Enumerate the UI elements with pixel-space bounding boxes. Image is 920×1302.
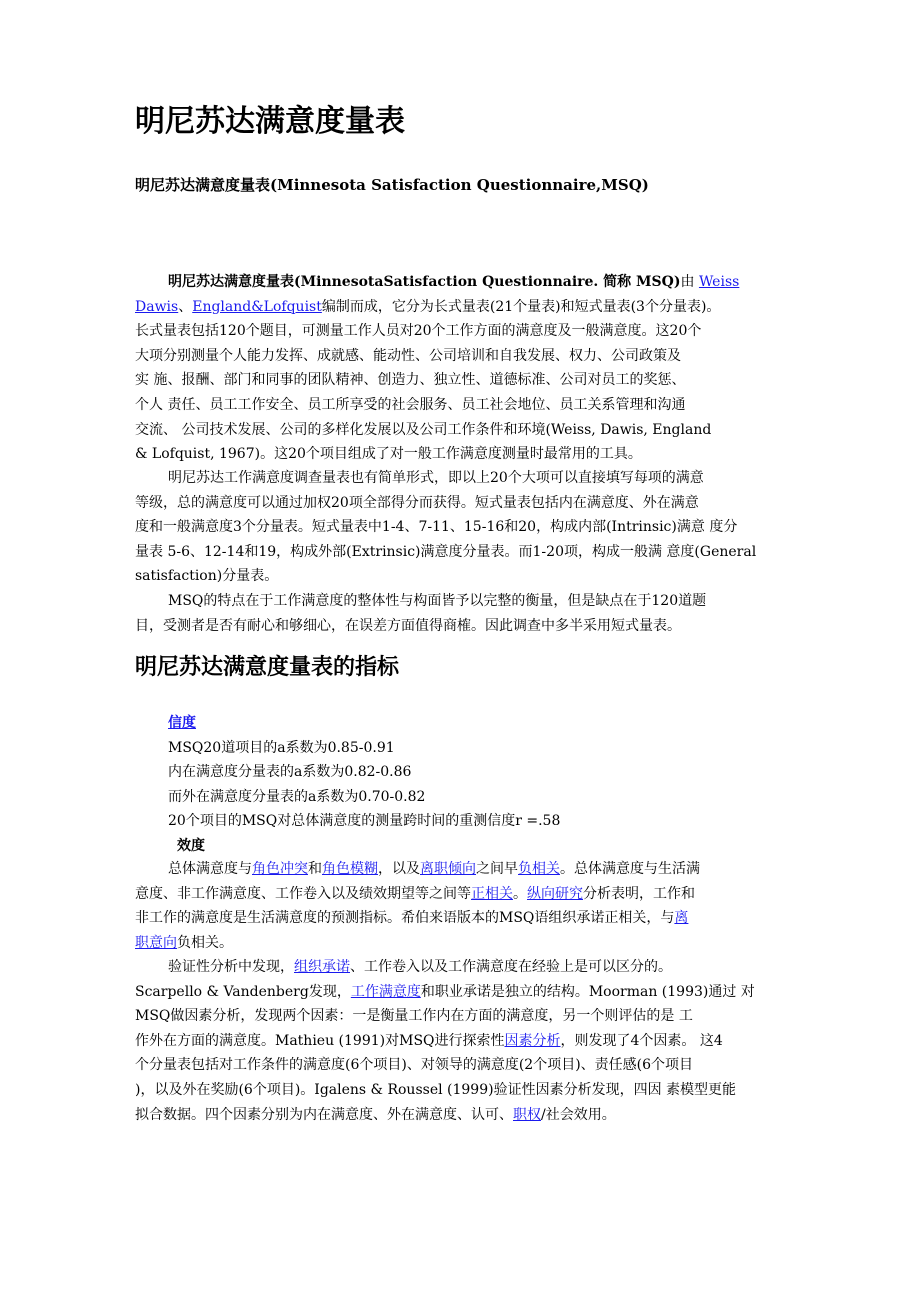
text-fragment: 、 <box>178 298 193 315</box>
text-line <box>135 270 790 295</box>
text-fragment: 之间早 <box>476 861 518 877</box>
text-line <box>135 1103 790 1128</box>
role-ambiguity-link[interactable]: 角色模糊 <box>322 861 378 877</box>
list-item: 20个项目的MSQ对总体满意度的测量跨时间的重测信度r =.58 <box>168 813 561 829</box>
text-line: MSQ的特点在于工作满意度的整体性与构面皆予以完整的衡量，但是缺点在于120道题 <box>168 593 707 609</box>
factor-analysis-link[interactable]: 因素分析 <box>504 1032 561 1049</box>
text-line <box>135 1029 790 1054</box>
text-line: )，以及外在奖励(6个项目)。Igalens & Roussel (1999)验证性因素分析发现，四因 素模型更能 <box>135 1081 737 1098</box>
text-line: 量表 5-6、12-14和19，构成外部(Extrinsic)满意度分量表。而1-20项，构成一般满 意度(General <box>135 543 757 560</box>
text-fragment: Scarpello & Vandenberg发现， <box>135 983 351 1000</box>
text-fragment: 意度、非工作满意度、工作卷入以及绩效期望等之间等 <box>135 885 471 902</box>
authority-link[interactable]: 职权 <box>513 1106 541 1123</box>
text-fragment: ，以及 <box>378 861 420 877</box>
text-fragment: 和 <box>308 861 322 877</box>
text-fragment: 分析表明，工作和 <box>583 885 695 902</box>
page-subtitle: 明尼苏达满意度量表(Minnesota Satisfaction Questionnaire,MSQ) <box>135 176 649 194</box>
msq-bold-name: 明尼苏达满意度量表(MinnesotaSatisfaction Questionnaire. 简称 MSQ) <box>168 274 681 290</box>
text-fragment: 负相关。 <box>177 934 233 951</box>
reliability-heading <box>168 711 560 736</box>
list-item: MSQ20道项目的a系数为0.85-0.91 <box>168 739 395 756</box>
positive-correlation-link[interactable]: 正相关 <box>471 885 513 902</box>
dawis-link[interactable]: Dawis <box>135 298 179 315</box>
text-line: 等级，总的满意度可以通过加权20项全部得分而获得。短式量表包括内在满意度、外在满意 <box>135 494 699 511</box>
text-fragment: 。 <box>513 885 527 902</box>
text-line: 目，受测者是否有耐心和够细心，在误差方面值得商榷。因此调查中多半采用短式量表。 <box>135 617 681 634</box>
text-fragment: 编制而成，它分为长式量表(21个量表)和短式量表(3个分量表)。 <box>321 298 721 315</box>
text-fragment: 由 <box>680 274 699 290</box>
text-line: 个分量表包括对工作条件的满意度(6个项目)、对领导的满意度(2个项目)、责任感(6个项目 <box>135 1057 694 1074</box>
list-item: 内在满意度分量表的a系数为0.82-0.86 <box>168 764 412 780</box>
text-line: & Lofquist, 1967)。这20个项目组成了对一般工作满意度测量时最常用的工具。 <box>135 446 642 463</box>
england-lofquist-link[interactable]: England&Lofquist <box>192 298 322 315</box>
turnover-intent-link-cont[interactable]: 职意向 <box>135 934 177 951</box>
validity-paragraph-1 <box>135 857 790 955</box>
text-fragment: ，则发现了4个因素。 这4 <box>560 1032 723 1049</box>
intro-paragraph-2 <box>135 466 790 589</box>
text-line <box>135 857 790 882</box>
text-line: 度和一般满意度3个分量表。短式量表中1-4、7-11、15-16和20，构成内部(Intrinsic)满意 度分 <box>135 519 738 536</box>
text-line: satisfaction)分量表。 <box>135 568 279 585</box>
longitudinal-study-link[interactable]: 纵向研究 <box>527 885 583 902</box>
text-line: MSQ做因素分析，发现两个因素：一是衡量工作内在方面的满意度，另一个则评估的是 工 <box>135 1008 693 1025</box>
validity-heading: 效度 <box>177 837 205 854</box>
org-commitment-link[interactable]: 组织承诺 <box>294 959 350 975</box>
turnover-intent-link[interactable]: 离 <box>674 910 689 927</box>
validity-paragraph-2 <box>135 955 790 1127</box>
text-fragment: 和职业承诺是独立的结构。Moorman (1993)通过 对 <box>420 983 755 1000</box>
text-line <box>135 955 790 980</box>
reliability-link[interactable]: 信度 <box>168 715 196 731</box>
text-line <box>135 980 790 1005</box>
weiss-link[interactable]: Weiss <box>698 274 740 290</box>
intro-paragraph-1 <box>135 270 790 467</box>
text-line <box>135 906 790 931</box>
turnover-intention-link[interactable]: 离职倾向 <box>420 861 476 877</box>
reliability-list <box>168 711 560 858</box>
intro-paragraph-3 <box>135 589 790 638</box>
text-line: 明尼苏达工作满意度调查量表也有简单形式，即以上20个大项可以直接填写每项的满意 <box>168 470 704 486</box>
text-fragment: 、工作卷入以及工作满意度在经验上是可以区分的。 <box>350 959 672 975</box>
text-line: 个人 责任、员工工作安全、员工所享受的社会服务、员工社会地位、员工关系管理和沟通 <box>135 396 686 413</box>
text-fragment: 总体满意度与 <box>168 861 252 877</box>
negative-correlation-link[interactable]: 负相关 <box>518 861 560 877</box>
text-line <box>135 931 790 956</box>
text-fragment: 。总体满意度与生活满 <box>560 861 700 877</box>
text-fragment: 非工作的满意度是生活满意度的预测指标。希伯来语版本的MSQ语组织承诺正相关，与 <box>135 910 675 927</box>
text-fragment: 拟合数据。四个因素分别为内在满意度、外在满意度、认可、 <box>135 1106 513 1123</box>
role-conflict-link[interactable]: 角色冲突 <box>252 861 308 877</box>
text-line <box>135 295 790 320</box>
section-heading-indicators: 明尼苏达满意度量表的指标 <box>135 655 400 680</box>
text-fragment: 验证性分析中发现， <box>168 959 294 975</box>
text-line <box>135 882 790 907</box>
text-line: 大项分别测量个人能力发挥、成就感、能动性、公司培训和自我发展、权力、公司政策及 <box>135 347 681 364</box>
text-line: 长式量表包括120个题目，可测量工作人员对20个工作方面的满意度及一般满意度。这20个 <box>135 323 702 340</box>
text-line: 实 施、报酬、部门和同事的团队精神、创造力、独立性、道德标准、公司对员工的奖惩、 <box>135 372 686 389</box>
text-fragment: /社会效用。 <box>541 1106 616 1123</box>
list-item: 而外在满意度分量表的a系数为0.70-0.82 <box>168 788 426 805</box>
page-title: 明尼苏达满意度量表 <box>135 104 405 139</box>
text-line: 交流、 公司技术发展、公司的多样化发展以及公司工作条件和环境(Weiss, Dawis, England <box>135 421 712 438</box>
job-satisfaction-link[interactable]: 工作满意度 <box>350 983 421 1000</box>
text-fragment: 作外在方面的满意度。Mathieu (1991)对MSQ进行探索性 <box>135 1032 505 1049</box>
